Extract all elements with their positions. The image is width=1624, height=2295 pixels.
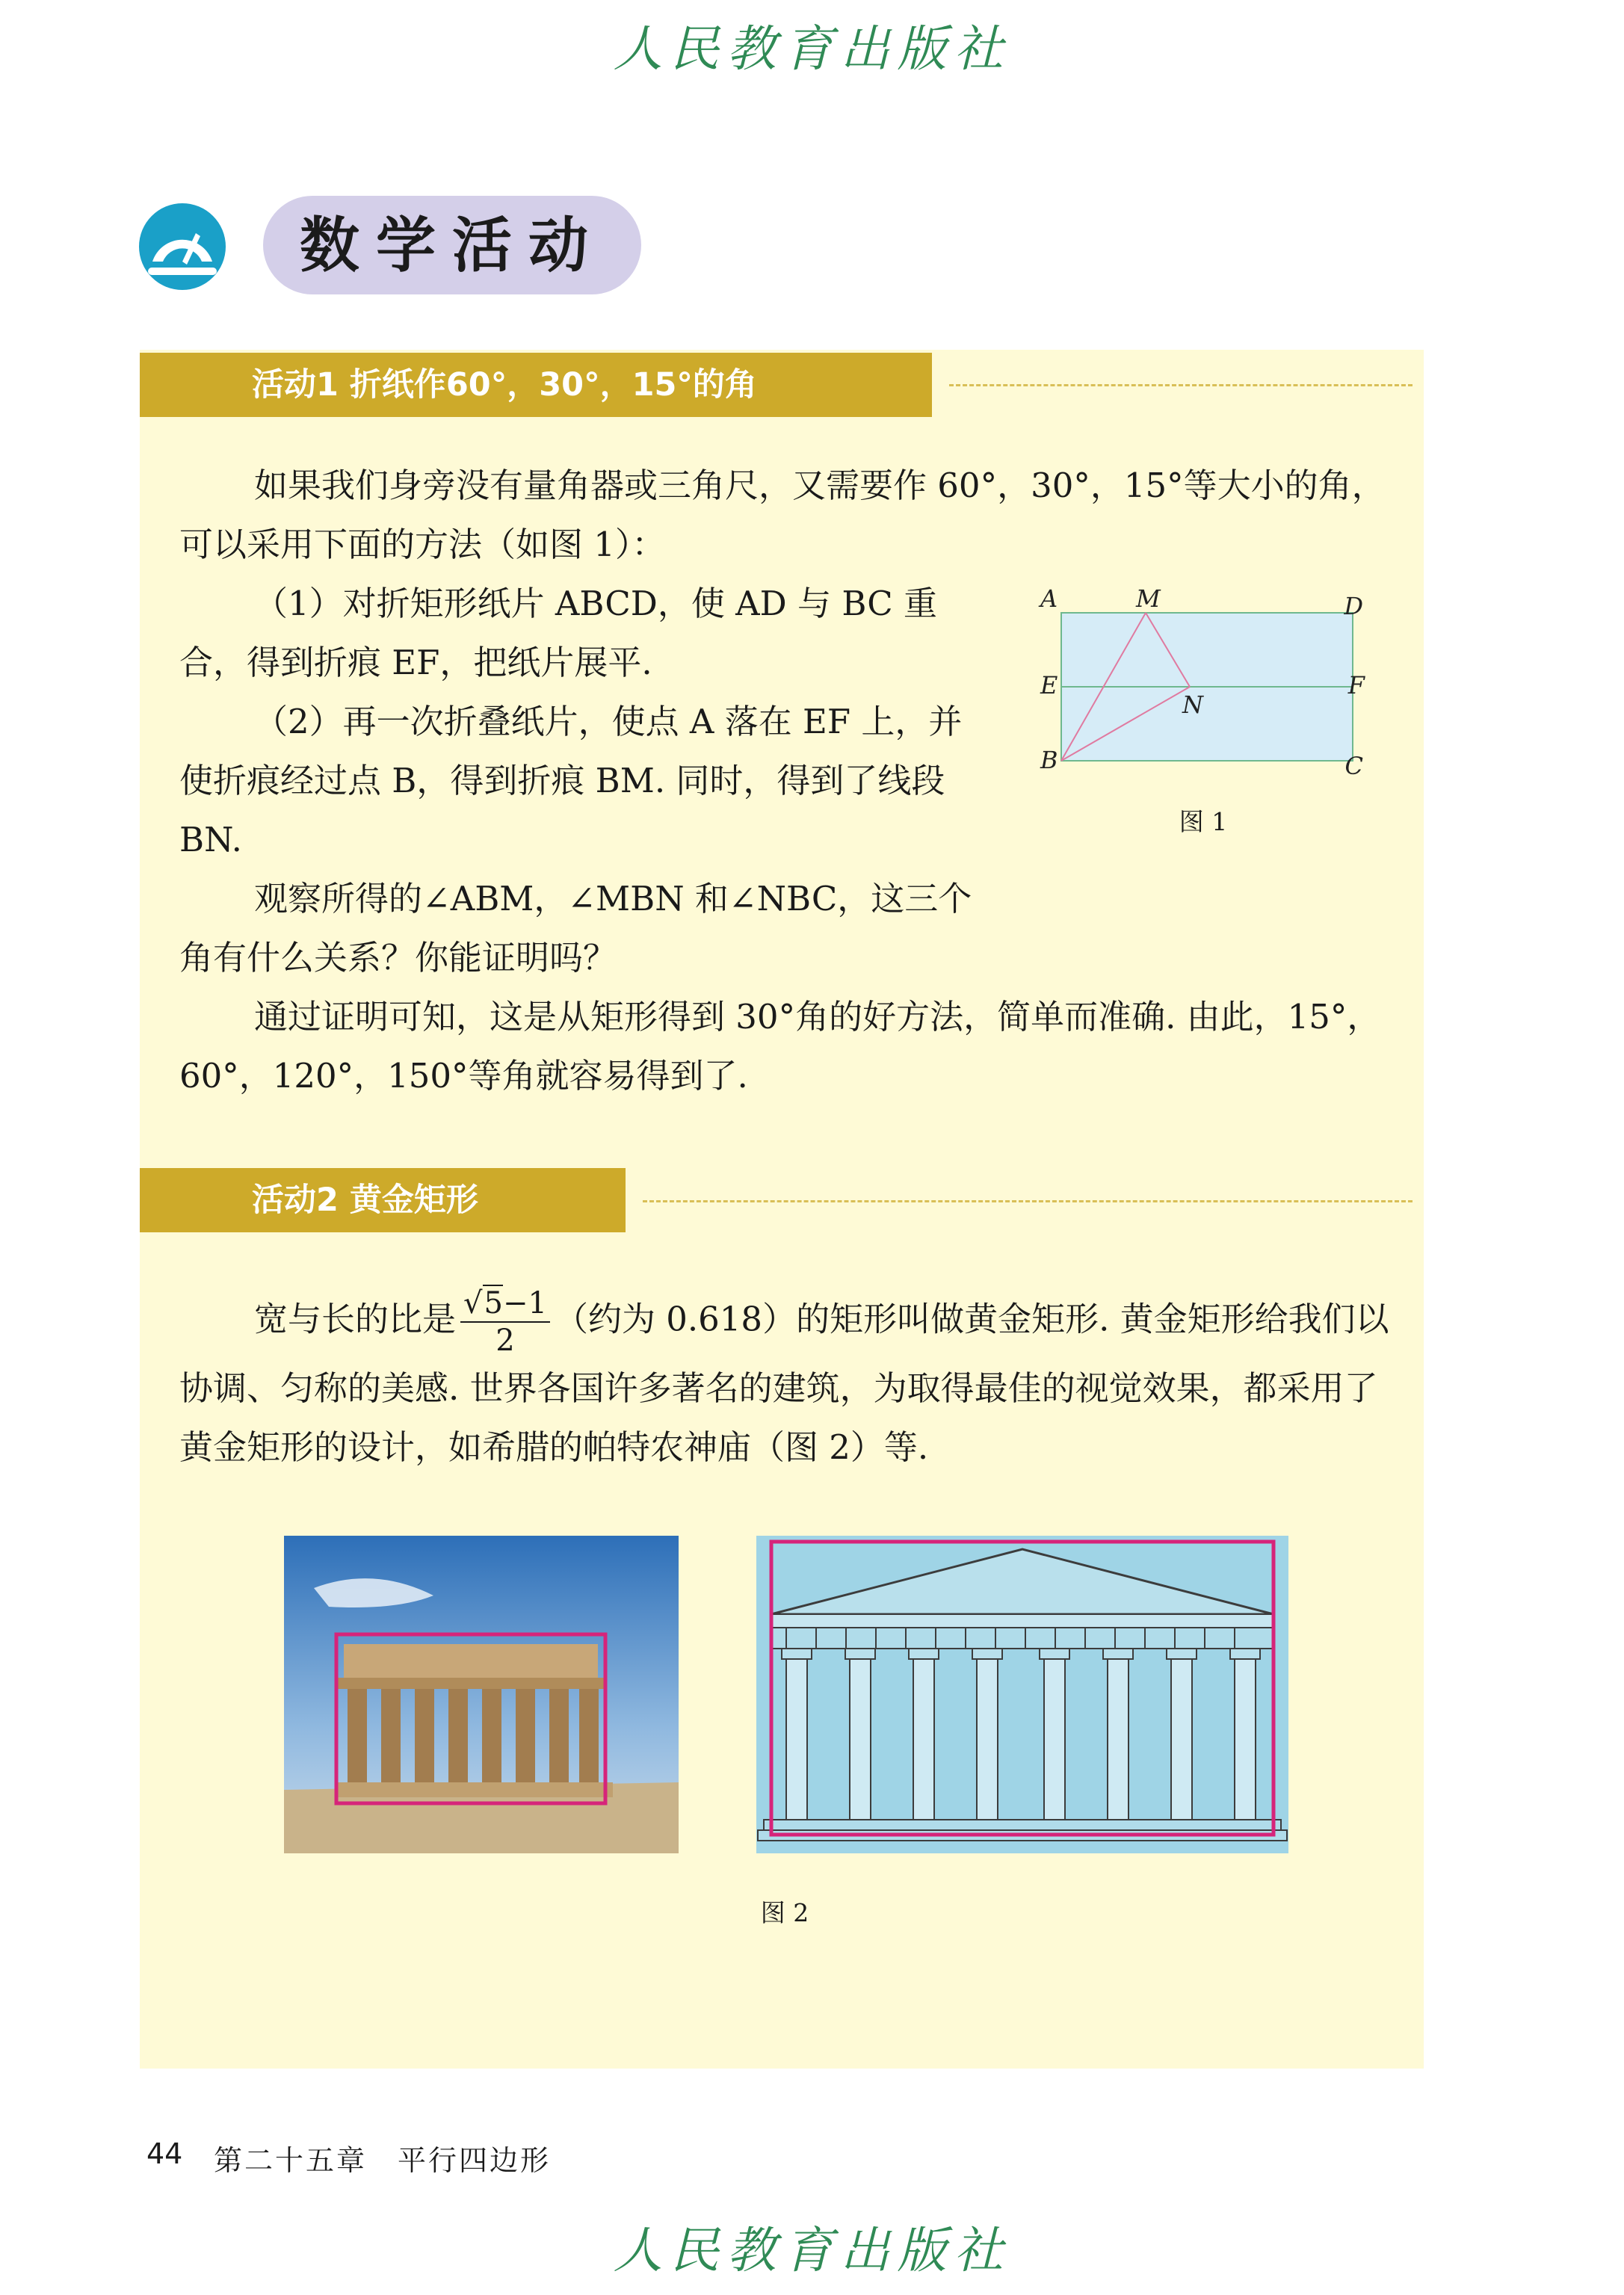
label-b: B bbox=[1040, 746, 1058, 774]
label-m: M bbox=[1136, 584, 1161, 613]
parthenon-photo bbox=[284, 1536, 679, 1853]
banner-dashline bbox=[949, 384, 1412, 386]
label-c: C bbox=[1344, 752, 1363, 780]
golden-ratio-lead: 宽与长的比是 bbox=[254, 1299, 457, 1339]
page-number: 44 bbox=[146, 2137, 183, 2170]
label-a: A bbox=[1040, 584, 1058, 613]
activity2-paragraph bbox=[179, 1285, 1405, 1477]
golden-ratio-fraction: $\frac{√5-1}{2}$ bbox=[460, 1285, 550, 1359]
publisher-logo-top: 人民教育出版社 bbox=[613, 20, 1011, 78]
activity1-step1: （1）对折矩形纸片 ABCD，使 AD 与 BC 重合，得到折痕 EF，把纸片展平. bbox=[179, 584, 937, 682]
activity1-conclusion: 通过证明可知，这是从矩形得到 30°角的好方法，简单而准确. 由此，15°，60°，120°，150°等角就容易得到了. bbox=[179, 997, 1381, 1096]
activity2-banner: 活动2 黄金矩形 bbox=[140, 1168, 626, 1232]
label-n: N bbox=[1182, 691, 1203, 719]
activity-icon bbox=[138, 202, 227, 291]
activity1-step2: （2）再一次折叠纸片，使点 A 落在 EF 上，并使折痕经过点 B，得到折痕 BM. 同时，得到了线段 BN. bbox=[179, 702, 963, 859]
banner-dashline bbox=[643, 1200, 1412, 1202]
activity1-banner: 活动1 折纸作60°，30°，15°的角 bbox=[140, 353, 932, 417]
publisher-logo-bottom: 人民教育出版社 bbox=[613, 2222, 1011, 2279]
activity1-question: 观察所得的∠ABM，∠MBN 和∠NBC，这三个角有什么关系？你能证明吗？ bbox=[179, 879, 972, 977]
label-f: F bbox=[1347, 671, 1365, 699]
chapter-title: 第二十五章 平行四边形 bbox=[214, 2144, 552, 2177]
parthenon-drawing bbox=[756, 1536, 1288, 1853]
figure1-diagram bbox=[1024, 575, 1368, 792]
activity1-intro: 如果我们身旁没有量角器或三角尺，又需要作 60°，30°，15°等大小的角，可以采用下面的方法（如图 1）： bbox=[179, 466, 1386, 564]
figure2-caption: 图 2 bbox=[760, 1898, 809, 1927]
label-e: E bbox=[1040, 671, 1058, 699]
golden-ratio-text: （约为 0.618）的矩形叫做黄金矩形. 黄金矩形给我们以协调、匀称的美感. 世界各国许多著名的建筑，为取得最佳的视觉效果，都采用了黄金矩形的设计，如希腊的帕特农神庙（图 2）等. bbox=[179, 1299, 1389, 1467]
section-title: 数学活动 bbox=[300, 210, 605, 280]
figure1-caption: 图 1 bbox=[1179, 807, 1228, 836]
label-d: D bbox=[1344, 592, 1363, 620]
